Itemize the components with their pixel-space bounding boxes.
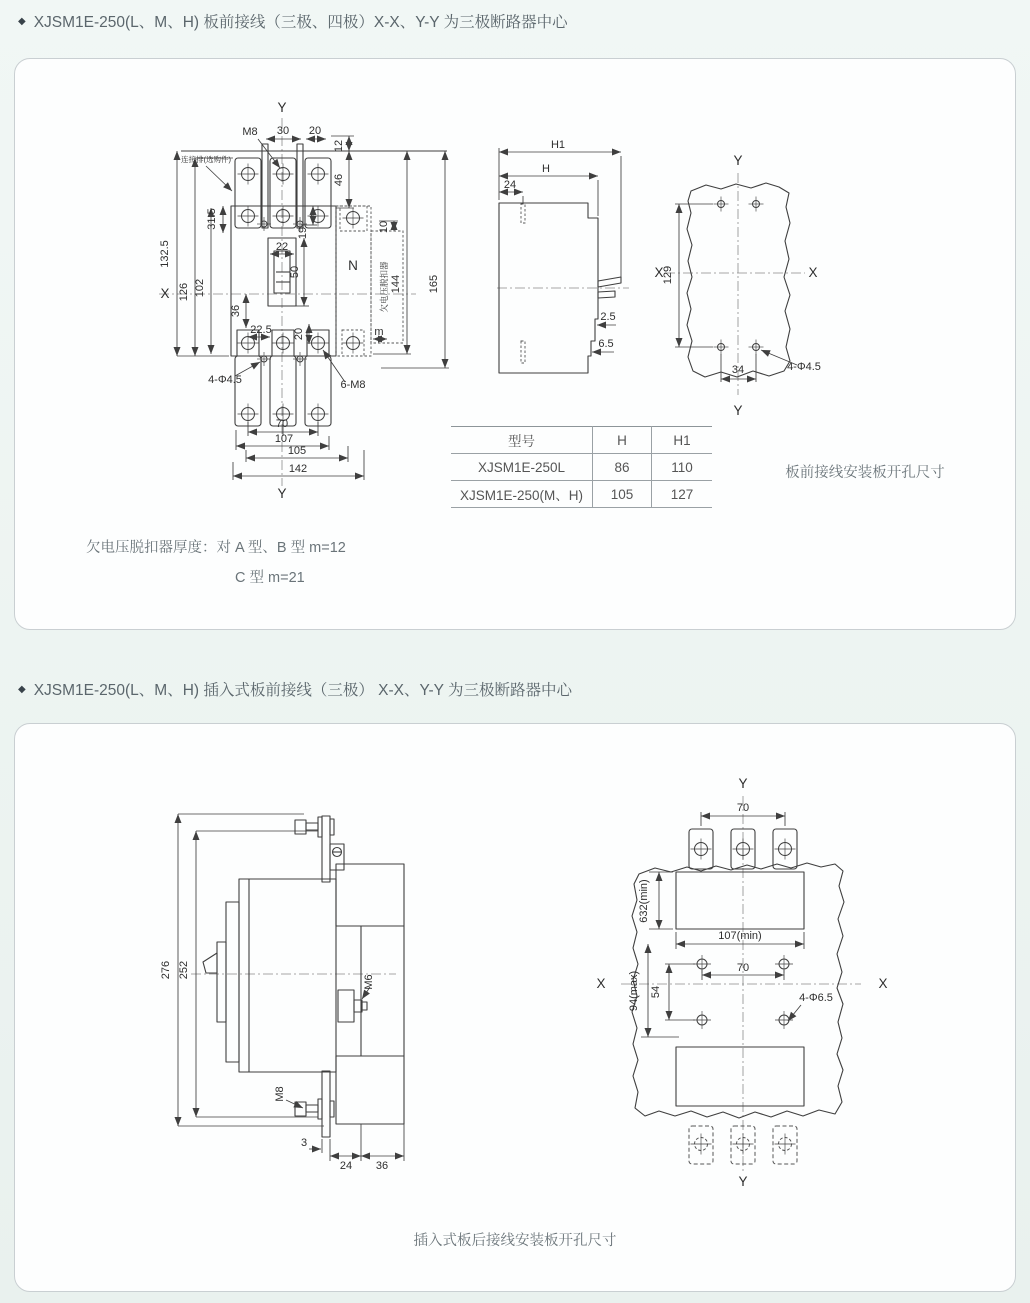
dim-70-mid: 70 xyxy=(736,962,750,974)
axis-y-top-label: Y xyxy=(277,100,287,115)
plate-wavy-outline xyxy=(687,183,790,377)
table-row xyxy=(451,454,712,481)
dim-20-top: 20 xyxy=(308,125,322,137)
dim-22: 22 xyxy=(275,241,289,253)
col-header-h: H xyxy=(593,427,652,454)
dim-129: 129 xyxy=(662,265,674,285)
section2-title-text: XJSM1E-250(L、M、H) 插入式板前接线（三极） X-X、Y-Y 为三极断路器中心 xyxy=(33,682,572,699)
m6-label: M6 xyxy=(363,974,375,990)
dim-10: 10 xyxy=(378,220,390,234)
m8-label: M8 xyxy=(274,1086,286,1102)
n-pole-label: N xyxy=(348,258,358,273)
dim-50: 50 xyxy=(289,265,301,279)
plate-dimensions xyxy=(675,204,797,382)
section1-title-text: XJSM1E-250(L、M、H) 板前接线（三极、四极）X-X、Y-Y 为三极断路器中心 xyxy=(33,14,568,31)
plug-in-breaker-outline xyxy=(203,879,336,1072)
axis-y-bottom-label: Y xyxy=(277,486,287,501)
dim-632-min: 632(min) xyxy=(638,879,650,923)
dim-12: 12 xyxy=(333,139,345,153)
cell-h1: 127 xyxy=(652,481,713,508)
dim-19: 19 xyxy=(297,226,309,240)
plate-axis-x-right: X xyxy=(808,265,818,280)
plug-plate-axis-x-left: X xyxy=(596,976,606,991)
dim-24: 24 xyxy=(339,1160,353,1172)
dim-94-max: 94(max) xyxy=(628,970,640,1012)
dim-54: 54 xyxy=(650,985,662,999)
dim-h: H xyxy=(542,163,550,175)
plate-caption: 板前接线安装板开孔尺寸 xyxy=(785,465,945,481)
col-header-h1: H1 xyxy=(652,427,713,454)
dim-6-5: 6.5 xyxy=(598,338,614,350)
panel-plug-in xyxy=(14,723,1016,1292)
uv-release-label: 欠电压脱扣器 xyxy=(379,261,389,313)
diamond-bullet-icon: ◆ xyxy=(18,683,26,695)
table-header-row xyxy=(451,427,712,454)
dim-24: 24 xyxy=(503,179,517,191)
uv-thickness-note-line1: 欠电压脱扣器厚度：对 A 型、B 型 m=12 xyxy=(86,540,346,556)
plug-plate-axis-y-bottom: Y xyxy=(738,1174,748,1189)
uv-thickness-note-line2: C 型 m=21 xyxy=(235,570,305,586)
dim-132-5: 132.5 xyxy=(159,240,171,268)
side-view-drawing xyxy=(495,134,665,454)
model-dimension-table xyxy=(451,426,712,508)
dim-107: 107 xyxy=(274,433,294,445)
cell-h: 105 xyxy=(593,481,652,508)
dim-165: 165 xyxy=(428,274,440,294)
dim-20-bottom: 20 xyxy=(293,327,305,341)
front-view-dimensions xyxy=(177,136,449,480)
plate-openings xyxy=(676,872,804,1106)
dim-2-5: 2.5 xyxy=(600,311,616,323)
cell-h1: 110 xyxy=(652,454,713,481)
plug-plate-centerlines xyxy=(621,796,861,1172)
cell-model: XJSM1E-250L xyxy=(477,459,566,475)
holes-4-phi4-5-label: 4-Φ4.5 xyxy=(208,374,242,386)
dim-22-5: 22.5 xyxy=(250,324,272,336)
m8-label: M8 xyxy=(242,126,258,138)
holes-4-phi6-5-label: 4-Φ6.5 xyxy=(799,992,833,1004)
panel-front-wiring xyxy=(14,58,1016,630)
section1-title xyxy=(18,10,568,32)
dim-46: 46 xyxy=(333,173,345,187)
plug-in-caption: 插入式板后接线安装板开孔尺寸 xyxy=(413,1233,617,1249)
dim-36: 36 xyxy=(375,1160,389,1172)
plate-holes xyxy=(714,197,764,355)
plug-in-side-drawing xyxy=(156,794,426,1179)
cell-model: XJSM1E-250(M、H) xyxy=(459,488,584,503)
dim-h1: H1 xyxy=(550,139,566,151)
front-view-drawing xyxy=(151,96,461,506)
diamond-bullet-icon: ◆ xyxy=(18,15,26,27)
dim-144: 144 xyxy=(390,274,402,294)
plug-plate-wavy-outline xyxy=(632,863,844,1118)
dim-252: 252 xyxy=(178,960,190,980)
plug-in-plate-drawing xyxy=(591,774,931,1204)
dim-36: 36 xyxy=(230,304,242,318)
col-header-model: 型号 xyxy=(508,434,535,449)
dim-m: m xyxy=(374,326,384,338)
plate-axis-y-bottom: Y xyxy=(733,403,743,418)
dim-70-top: 70 xyxy=(736,802,750,814)
dim-70: 70 xyxy=(275,418,289,430)
dim-105: 105 xyxy=(287,445,307,457)
dim-34: 34 xyxy=(731,364,745,376)
plate-axis-x-left: X xyxy=(654,265,664,280)
plate-centerlines xyxy=(665,173,805,395)
section2-title xyxy=(18,678,572,700)
connector-bar-note: 连接排(选购件) xyxy=(181,155,231,164)
mounting-plate-drawing xyxy=(651,151,826,421)
table-row xyxy=(451,481,712,508)
dim-30: 30 xyxy=(276,125,290,137)
centerlines xyxy=(159,118,416,486)
cell-h: 86 xyxy=(593,454,652,481)
plug-plate-axis-y-top: Y xyxy=(738,776,748,791)
mounting-panel-and-bolts xyxy=(295,816,334,1137)
plate-axis-y-top: Y xyxy=(733,153,743,168)
dim-102: 102 xyxy=(194,278,206,298)
dim-142: 142 xyxy=(288,463,308,475)
dim-107-min: 107(min) xyxy=(718,930,762,942)
dim-126: 126 xyxy=(178,282,190,302)
plug-plate-axis-x-right: X xyxy=(878,976,888,991)
dim-276: 276 xyxy=(160,960,172,980)
holes-6-m8-label: 6-M8 xyxy=(340,379,366,391)
axis-x-label: X xyxy=(160,286,170,301)
plate-holes-label: 4-Φ4.5 xyxy=(787,361,821,373)
dim-3: 3 xyxy=(300,1137,308,1149)
dim-31-5: 31.5 xyxy=(206,208,218,230)
